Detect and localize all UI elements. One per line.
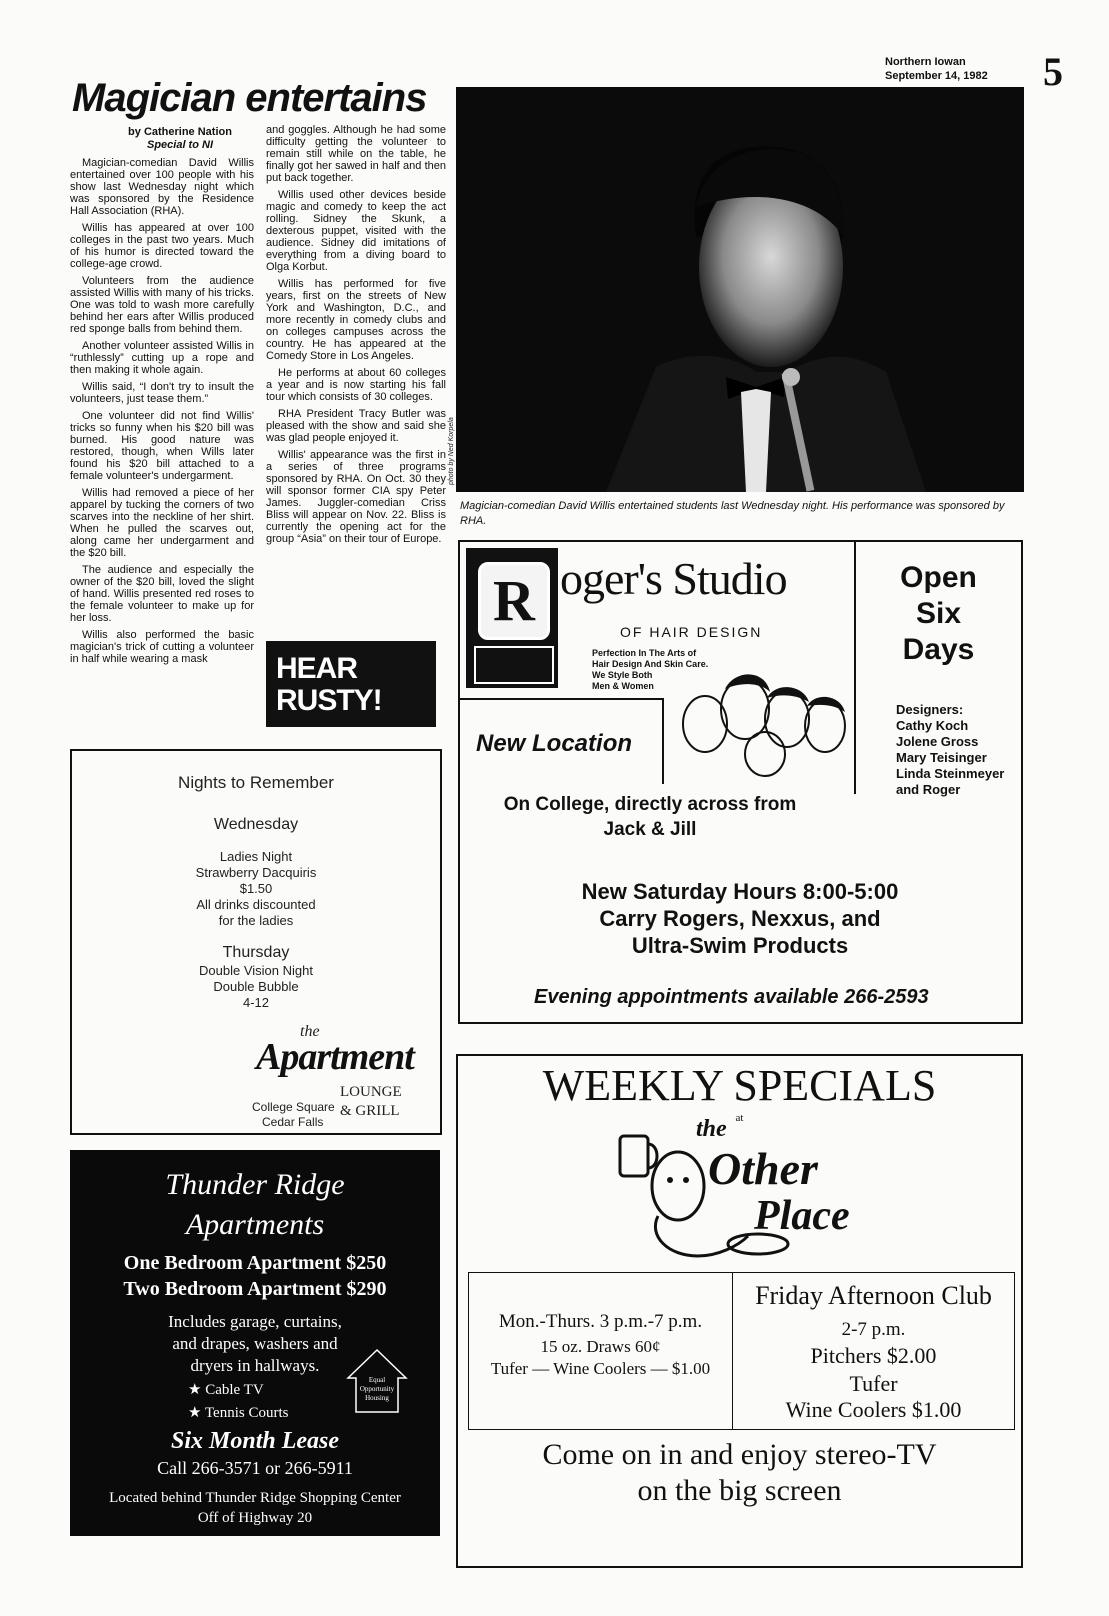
location-line: Jack & Jill bbox=[603, 819, 697, 840]
paragraph: Willis also performed the basic magician's trick of cutting a volunteer in half while wearing a mask bbox=[70, 629, 254, 665]
price-line: Two Bedroom Apartment $290 bbox=[123, 1278, 387, 1300]
article-column-2 bbox=[266, 124, 446, 550]
open-line: Six bbox=[915, 597, 962, 630]
studio-name: oger's Studio bbox=[560, 553, 787, 604]
designers-label: Designers: bbox=[896, 702, 964, 717]
byline-affiliation: Special to NI bbox=[146, 139, 214, 151]
location-text bbox=[480, 792, 820, 842]
equal-housing-icon bbox=[346, 1348, 408, 1414]
paragraph: Willis has appeared at over 100 colleges in the past two years. Much of his humor is directed toward the college-age crowd. bbox=[70, 222, 254, 270]
logo-lounge: LOUNGE bbox=[340, 1084, 402, 1100]
paragraph: Willis has performed for five years, first on the streets of New York and Washington, D.C., and more recently in comedy clubs and on colleges campuses across the country. He has appeared at the Comedy Store in Los Angeles. bbox=[266, 278, 446, 362]
includes-line: and drapes, washers and bbox=[172, 1334, 338, 1353]
rusty-line-1: HEAR bbox=[276, 652, 358, 685]
weekday-special: Mon.-Thurs. 3 p.m.-7 p.m. bbox=[498, 1311, 703, 1332]
hear-rusty-ad bbox=[266, 641, 436, 727]
special-line: Strawberry Dacquiris bbox=[195, 865, 317, 880]
includes-line: dryers in hallways. bbox=[190, 1356, 320, 1375]
thursday-heading: Thursday bbox=[222, 944, 290, 961]
eho-text bbox=[346, 1376, 408, 1403]
thunder-ridge-apartments-ad bbox=[70, 1150, 440, 1536]
masthead bbox=[863, 49, 1063, 94]
open-six-days bbox=[856, 560, 1021, 668]
byline-author: by Catherine Nation bbox=[128, 126, 232, 138]
phone-line: Call 266-3571 or 266-5911 bbox=[157, 1458, 353, 1478]
logo-place: Place bbox=[754, 1193, 850, 1239]
friday-title: Friday Afternoon Club bbox=[755, 1281, 992, 1310]
rogers-studio-ad bbox=[458, 540, 1023, 1024]
price-line: One Bedroom Apartment $250 bbox=[123, 1252, 387, 1274]
lease-line: Six Month Lease bbox=[170, 1428, 340, 1454]
friday-special: Pitchers $2.00 bbox=[810, 1343, 937, 1368]
rusty-line-2: RUSTY! bbox=[276, 684, 382, 717]
byline bbox=[100, 126, 260, 152]
eho-line: Housing bbox=[365, 1394, 389, 1402]
paragraph: The audience and especially the owner of the $20 bill, loved the slight of hand. Willis presented red roses to the female volunteer to make up for her loss. bbox=[70, 564, 254, 624]
hours-line: Ultra-Swim Products bbox=[631, 933, 849, 958]
hairstyle-faces-illustration bbox=[675, 664, 850, 782]
special-line: Double Bubble bbox=[213, 979, 299, 994]
new-location-heading: New Location bbox=[476, 730, 633, 757]
logo-other: Other bbox=[708, 1143, 818, 1194]
magician-photo bbox=[456, 87, 1024, 492]
new-location-panel bbox=[460, 698, 664, 784]
weekday-special: Tufer — Wine Coolers — $1.00 bbox=[490, 1359, 711, 1378]
tagline-line: Hair Design And Skin Care. bbox=[592, 659, 709, 669]
open-line: Open bbox=[900, 561, 977, 594]
article-headline: Magician entertains bbox=[72, 76, 427, 120]
weekly-specials-ad bbox=[456, 1054, 1023, 1568]
address-line: College Square bbox=[252, 1100, 335, 1114]
studio-subtitle: OF HAIR DESIGN bbox=[620, 624, 763, 640]
includes-line: Includes garage, curtains, bbox=[168, 1312, 342, 1331]
paragraph: and goggles. Although he had some difficulty getting the volunteer to remain still while on the table, he finally got her sawed in half and then put back together. bbox=[266, 124, 446, 184]
paragraph: He performs at about 60 colleges a year and is now starting his fall tour which consists of 30 colleges. bbox=[266, 367, 446, 403]
friday-special: Tufer bbox=[849, 1371, 898, 1396]
paragraph: One volunteer did not find Willis' tricks so funny when his $20 bill was burned. His good nature was restored, though, when Wills later found his $20 bill attached to a female volunteer's undergarment. bbox=[70, 410, 254, 482]
special-line: Double Vision Night bbox=[199, 963, 313, 978]
paragraph: Willis used other devices beside magic and comedy to keep the act rolling. Sidney the Skunk, a dexterous puppet, visited with the audience. Sidney did imitations of everything from a diving board to Olga Korbut. bbox=[266, 189, 446, 273]
column-capital-icon bbox=[474, 646, 554, 684]
friday-special: Wine Coolers $1.00 bbox=[785, 1397, 962, 1422]
special-line: 4-12 bbox=[242, 995, 270, 1010]
friday-special: 2-7 p.m. bbox=[841, 1319, 906, 1340]
designer-name: Jolene Gross bbox=[896, 734, 979, 749]
hours-line: Carry Rogers, Nexxus, and bbox=[599, 906, 881, 931]
amenity-item: ★ Tennis Courts bbox=[188, 1405, 289, 1421]
studio-logo-emblem bbox=[466, 548, 558, 688]
logo-grill: & GRILL bbox=[340, 1103, 400, 1119]
apartment-logo: Apartment bbox=[256, 1036, 414, 1078]
ad-title: Thunder Ridge bbox=[165, 1168, 345, 1201]
paragraph: Another volunteer assisted Willis in “ruthlessly” cutting up a rope and then making it whole again. bbox=[70, 340, 254, 376]
hours-line: New Saturday Hours 8:00-5:00 bbox=[581, 879, 899, 904]
page-number: 5 bbox=[1043, 49, 1063, 94]
designers-list bbox=[896, 702, 1004, 798]
paragraph: Willis had removed a piece of her apparel by tucking the corners of two scarves into the neckline of her shirt. When he pulled the scarves out, along came her undergarment and the $20 bill. bbox=[70, 487, 254, 559]
open-line: Days bbox=[902, 633, 975, 666]
location-line: On College, directly across from bbox=[503, 794, 797, 815]
special-line: for the ladies bbox=[218, 913, 294, 928]
weekday-special: 15 oz. Draws 60¢ bbox=[540, 1337, 661, 1356]
paragraph: Magician-comedian David Willis entertained over 100 people with his show last Wednesday night which was sponsored by the Residence Hall Association (RHA). bbox=[70, 157, 254, 217]
specials-title: WEEKLY SPECIALS bbox=[542, 1061, 937, 1110]
specials-footer: on the big screen bbox=[637, 1474, 842, 1507]
paragraph: Willis' appearance was the first in a series of three programs sponsored by RHA. On Oct. 30 they will sponsor former CIA spy Peter James. Juggler-comedian Criss Bliss will appear on Nov. 22. Bliss is currently the opening act for the group “Asia” on their tour of Europe. bbox=[266, 449, 446, 545]
hours-text bbox=[500, 878, 980, 959]
special-line: $1.50 bbox=[239, 881, 273, 896]
tagline-line: We Style Both bbox=[592, 670, 653, 680]
specials-at: at bbox=[735, 1112, 744, 1124]
special-line: All drinks discounted bbox=[196, 897, 316, 912]
issue-date: September 14, 1982 bbox=[885, 70, 988, 82]
photo-caption: Magician-comedian David Willis entertained students last Wednesday night. His performance was sponsored by RHA. bbox=[460, 500, 1005, 527]
paragraph: Willis said, “I don't try to insult the volunteers, just tease them.” bbox=[70, 381, 254, 405]
logo-the: the bbox=[696, 1116, 727, 1142]
special-line: Ladies Night bbox=[219, 849, 293, 864]
logo-letter-r: R bbox=[478, 562, 550, 640]
evening-appointments: Evening appointments available 266-2593 bbox=[534, 986, 929, 1008]
designer-name: Linda Steinmeyer bbox=[896, 766, 1005, 781]
amenity-label: Tennis Courts bbox=[204, 1405, 289, 1421]
tagline-line: Perfection In The Arts of bbox=[592, 648, 697, 658]
location-line: Off of Highway 20 bbox=[197, 1510, 313, 1526]
ad-title: Nights to Remember bbox=[178, 773, 334, 792]
apartment-lounge-ad bbox=[70, 749, 442, 1135]
logo-the: the bbox=[300, 1023, 320, 1040]
specials-table bbox=[468, 1272, 1015, 1430]
amenity-item: ★ Cable TV bbox=[188, 1382, 264, 1398]
eho-line: Opportunity bbox=[359, 1385, 395, 1393]
location-line: Located behind Thunder Ridge Shopping Center bbox=[109, 1490, 401, 1506]
designer-name: Mary Teisinger bbox=[896, 750, 987, 765]
wednesday-heading: Wednesday bbox=[213, 816, 299, 833]
address-line: Cedar Falls bbox=[262, 1115, 324, 1129]
specials-footer: Come on in and enjoy stereo-TV bbox=[542, 1438, 937, 1471]
tagline-line: Men & Women bbox=[592, 681, 654, 691]
article-column-1 bbox=[70, 157, 254, 670]
designer-name: and Roger bbox=[896, 782, 961, 797]
paragraph: Volunteers from the audience assisted Willis with many of his tricks. One was told to wash more carefully behind her ears after Willis produced red sponge balls from behind them. bbox=[70, 275, 254, 335]
ad-title: Apartments bbox=[185, 1208, 325, 1241]
eho-line: Equal bbox=[368, 1376, 386, 1384]
photo-credit: photo by Ned Korpela bbox=[448, 417, 455, 485]
paragraph: RHA President Tracy Butler was pleased with the show and said she was glad people enjoyed it. bbox=[266, 408, 446, 444]
publication-name: Northern Iowan bbox=[885, 56, 966, 68]
designer-name: Cathy Koch bbox=[896, 718, 969, 733]
amenity-label: Cable TV bbox=[205, 1382, 264, 1398]
